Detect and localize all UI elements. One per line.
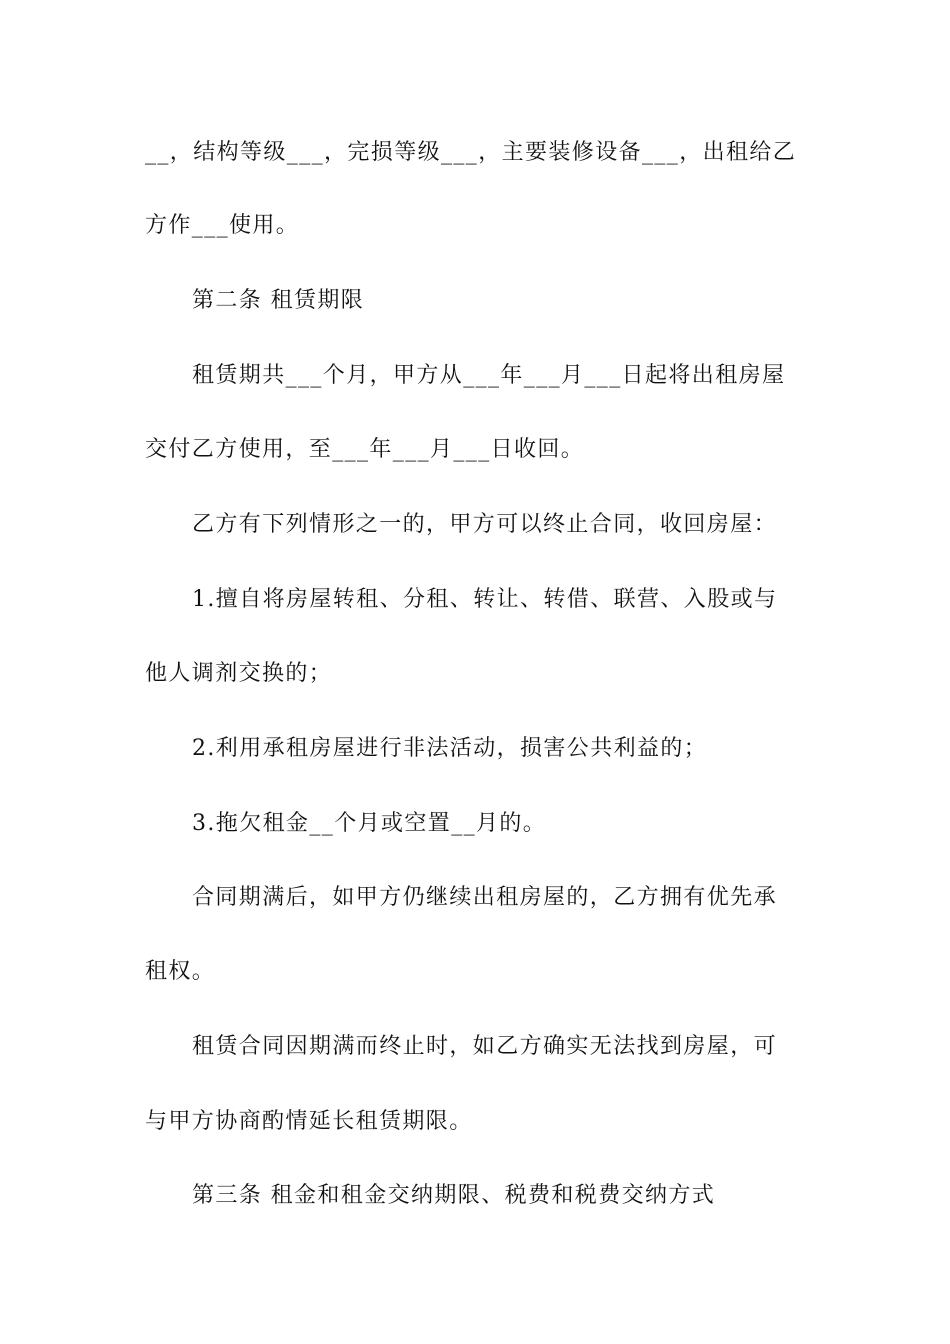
list-item-2: 2.利用承租房屋进行非法活动，损害公共利益的； [192, 736, 708, 761]
text-line-14: 与甲方协商酌情延长租赁期限。 [145, 1109, 473, 1134]
text-line-1: __，结构等级___，完损等级___，主要装修设备___，出租给乙 [145, 140, 797, 165]
text-line-4: 租赁期共___个月，甲方从___年___月___日起将出租房屋 [192, 363, 786, 388]
text-line-5: 交付乙方使用，至___年___月___日收回。 [145, 437, 585, 462]
text-line-12: 租权。 [145, 959, 216, 984]
list-item-1-cont: 他人调剂交换的； [145, 661, 333, 686]
text-line-6: 乙方有下列情形之一的，甲方可以终止合同，收回房屋： [192, 512, 778, 537]
text-line-2: 方作___使用。 [145, 213, 300, 238]
article-2-heading: 第二条 租赁期限 [192, 288, 365, 313]
article-3-heading: 第三条 租金和租金交纳期限、税费和税费交纳方式 [192, 1183, 716, 1208]
list-item-1: 1.擅自将房屋转租、分租、转让、转借、联营、入股或与 [192, 587, 778, 612]
text-line-13: 租赁合同因期满而终止时，如乙方确实无法找到房屋，可 [192, 1034, 778, 1059]
text-line-11: 合同期满后，如甲方仍继续出租房屋的，乙方拥有优先承 [192, 885, 778, 910]
list-item-3: 3.拖欠租金__个月或空置__月的。 [192, 811, 547, 836]
